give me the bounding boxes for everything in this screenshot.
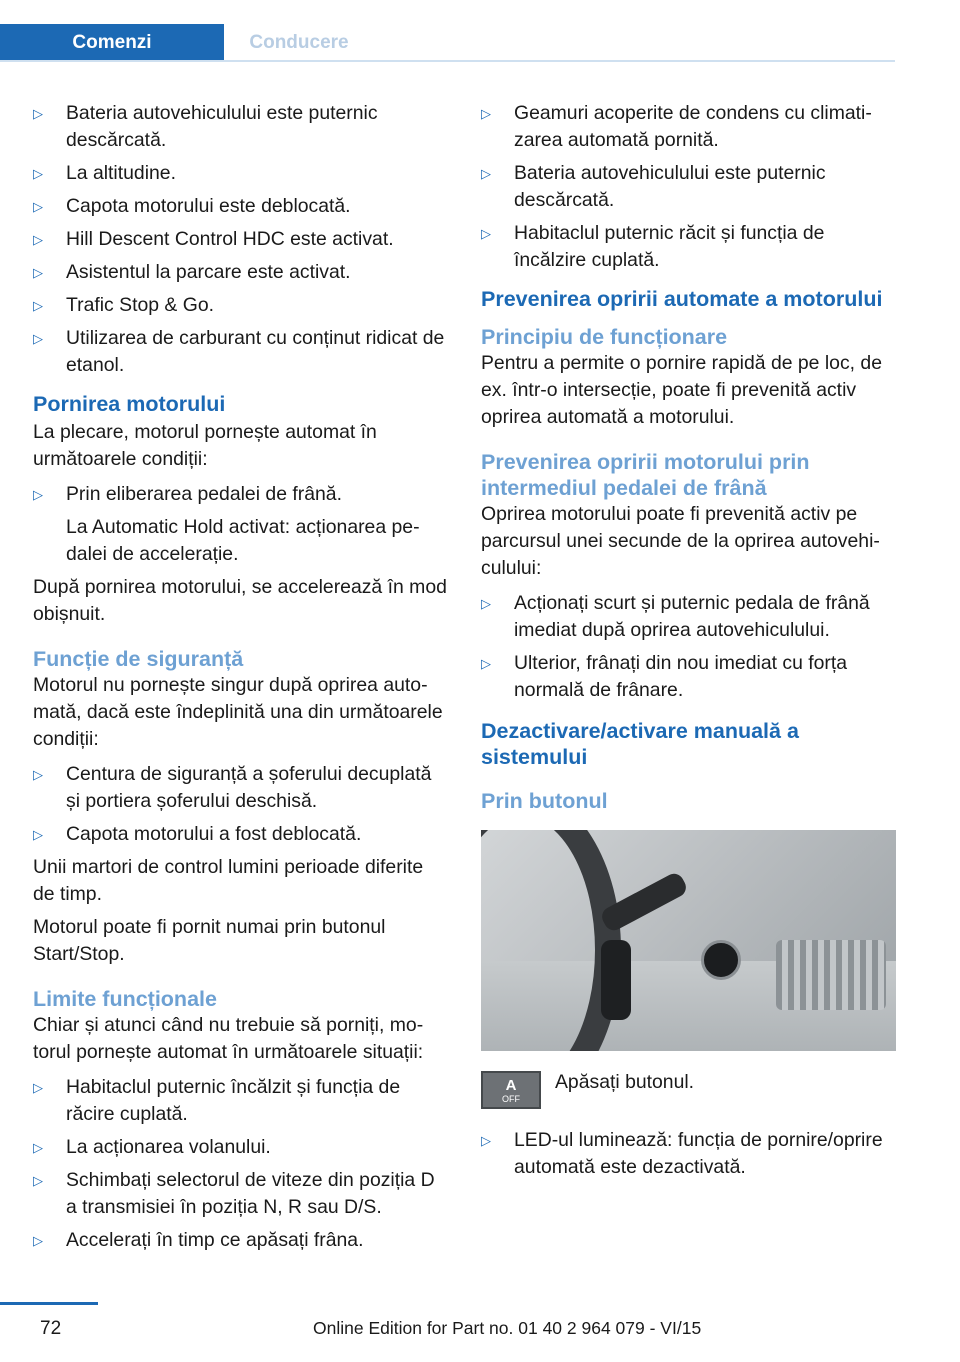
paragraph: Chiar și atunci când nu trebuie să porniți, motorul pornește automat în următoarele situații:	[33, 1014, 424, 1063]
triangle-bullet-icon: ▷	[481, 596, 491, 611]
triangle-bullet-icon: ▷	[481, 226, 491, 241]
triangle-bullet-icon: ▷	[33, 1233, 43, 1248]
list-brake	[481, 590, 896, 704]
tab-conducere[interactable]: Conducere	[249, 32, 349, 53]
list-conditions	[33, 100, 448, 379]
right-column	[481, 100, 896, 1187]
triangle-bullet-icon: ▷	[33, 827, 43, 842]
list-item: ▷ La acționarea volanului.	[33, 1134, 448, 1161]
list-led	[481, 1127, 896, 1181]
paragraph: Motorul nu pornește singur după oprirea automată, dacă este îndeplinită una din următoarele condiții:	[33, 674, 443, 750]
list-item: ▷ Prin eliberarea pedalei de frână. La Automatic Hold activat: acționarea pedalei de accelerație.	[33, 481, 448, 568]
paragraph: Apăsați butonul.	[555, 1071, 695, 1093]
list-item: ▷ Capota motorului a fost deblocată.	[33, 821, 448, 848]
triangle-bullet-icon: ▷	[481, 106, 491, 121]
tab-comenzi[interactable]: Comenzi	[0, 24, 224, 60]
heading-pornirea-motorului: Pornirea motorului	[33, 392, 226, 416]
paragraph: Unii martori de control lumini perioade diferite de timp.	[33, 856, 424, 905]
list-item: ▷ Habitaclul puternic răcit și funcția de încălzire cuplată.	[481, 222, 825, 271]
list-item: ▷ Geamuri acoperite de condens cu climatizarea automată pornită.	[481, 102, 872, 151]
list-start-conditions	[33, 481, 448, 568]
start-stop-button-photo	[481, 830, 896, 1051]
list-item: ▷ Trafic Stop & Go.	[33, 292, 448, 319]
triangle-bullet-icon: ▷	[33, 106, 43, 121]
heading-prin-butonul: Prin butonul	[481, 789, 608, 813]
list-item: ▷ Acționați scurt și puternic pedala de frână imediat după oprirea autovehiculului.	[481, 592, 870, 641]
heading-limite-functionale: Limite funcționale	[33, 987, 217, 1011]
heading-dezactivare: Dezactivare/activare manuală a sistemului	[481, 719, 799, 769]
paragraph: După pornirea motorului, se accelerează în mod obișnuit.	[33, 576, 447, 625]
button-instruction	[481, 1069, 896, 1113]
heading-prevenirea-opririi: Prevenirea opririi automate a motorului	[481, 287, 883, 311]
triangle-bullet-icon: ▷	[33, 199, 43, 214]
triangle-bullet-icon: ▷	[481, 1133, 491, 1148]
triangle-bullet-icon: ▷	[33, 298, 43, 313]
list-item: ▷ Habitaclul puternic încălzit și funcția de răcire cuplată.	[33, 1076, 401, 1125]
list-limits	[33, 1074, 448, 1254]
list-item: ▷ La altitudine.	[33, 160, 448, 187]
triangle-bullet-icon: ▷	[33, 331, 43, 346]
list-item: ▷ Schimbați selectorul de viteze din poziția D a transmisiei în poziția N, R sau D/S.	[33, 1169, 435, 1218]
triangle-bullet-icon: ▷	[33, 1080, 43, 1095]
paragraph: Oprirea motorului poate fi prevenită activ pe parcursul unei secunde de la oprirea autovehiculului:	[481, 503, 880, 579]
list-item: ▷ Utilizarea de carburant cu conținut ridicat de etanol.	[33, 327, 445, 376]
list-item: ▷ Asistentul la parcare este activat.	[33, 259, 448, 286]
list-item: ▷ Bateria autovehiculului este puternic descărcată.	[481, 162, 826, 211]
triangle-bullet-icon: ▷	[33, 232, 43, 247]
paragraph: La plecare, motorul pornește automat în următoarele condiții:	[33, 421, 377, 470]
triangle-bullet-icon: ▷	[33, 1140, 43, 1155]
heading-pedala-frana: Prevenirea opririi motorului prin intermediul pedalei de frână	[481, 450, 810, 500]
triangle-bullet-icon: ▷	[33, 1173, 43, 1188]
list-item: ▷ Bateria autovehiculului este puternic descărcată.	[33, 102, 378, 151]
triangle-bullet-icon: ▷	[481, 166, 491, 181]
paragraph: Pentru a permite o pornire rapidă de pe loc, de ex. într-o intersecție, poate fi prevenită activ oprirea automată a motorului.	[481, 352, 882, 428]
triangle-bullet-icon: ▷	[33, 166, 43, 181]
page-number: 72	[40, 1318, 62, 1339]
paragraph: Motorul poate fi pornit numai prin butonul Start/Stop.	[33, 916, 386, 965]
list-item: ▷ Accelerați în timp ce apăsați frâna.	[33, 1227, 448, 1254]
header-tabs	[0, 24, 895, 62]
triangle-bullet-icon: ▷	[33, 265, 43, 280]
triangle-bullet-icon: ▷	[33, 487, 43, 502]
list-item: ▷ Centura de siguranță a șoferului decuplată și portiera șoferului deschisă.	[33, 763, 432, 812]
auto-start-stop-off-icon: A OFF	[481, 1071, 541, 1109]
heading-principiu: Principiu de funcționare	[481, 325, 728, 349]
list-item: ▷ LED-ul luminează: funcția de pornire/oprire automată este dezactivată.	[481, 1129, 883, 1178]
list-item: ▷ Ulterior, frânați din nou imediat cu forța normală de frânare.	[481, 652, 848, 701]
left-column	[33, 100, 448, 1260]
sub-paragraph: La Automatic Hold activat: acționarea pedalei de accelerație.	[66, 516, 420, 565]
footer-rule	[0, 1302, 98, 1305]
list-safety	[33, 761, 448, 848]
edition-footer: Online Edition for Part no. 01 40 2 964 079 - VI/15	[313, 1318, 702, 1338]
triangle-bullet-icon: ▷	[481, 656, 491, 671]
list-more-conditions	[481, 100, 896, 274]
triangle-bullet-icon: ▷	[33, 767, 43, 782]
heading-functie-de-siguranta: Funcție de siguranță	[33, 647, 244, 671]
list-item: ▷ Hill Descent Control HDC este activat.	[33, 226, 448, 253]
list-item: ▷ Capota motorului este deblocată.	[33, 193, 448, 220]
